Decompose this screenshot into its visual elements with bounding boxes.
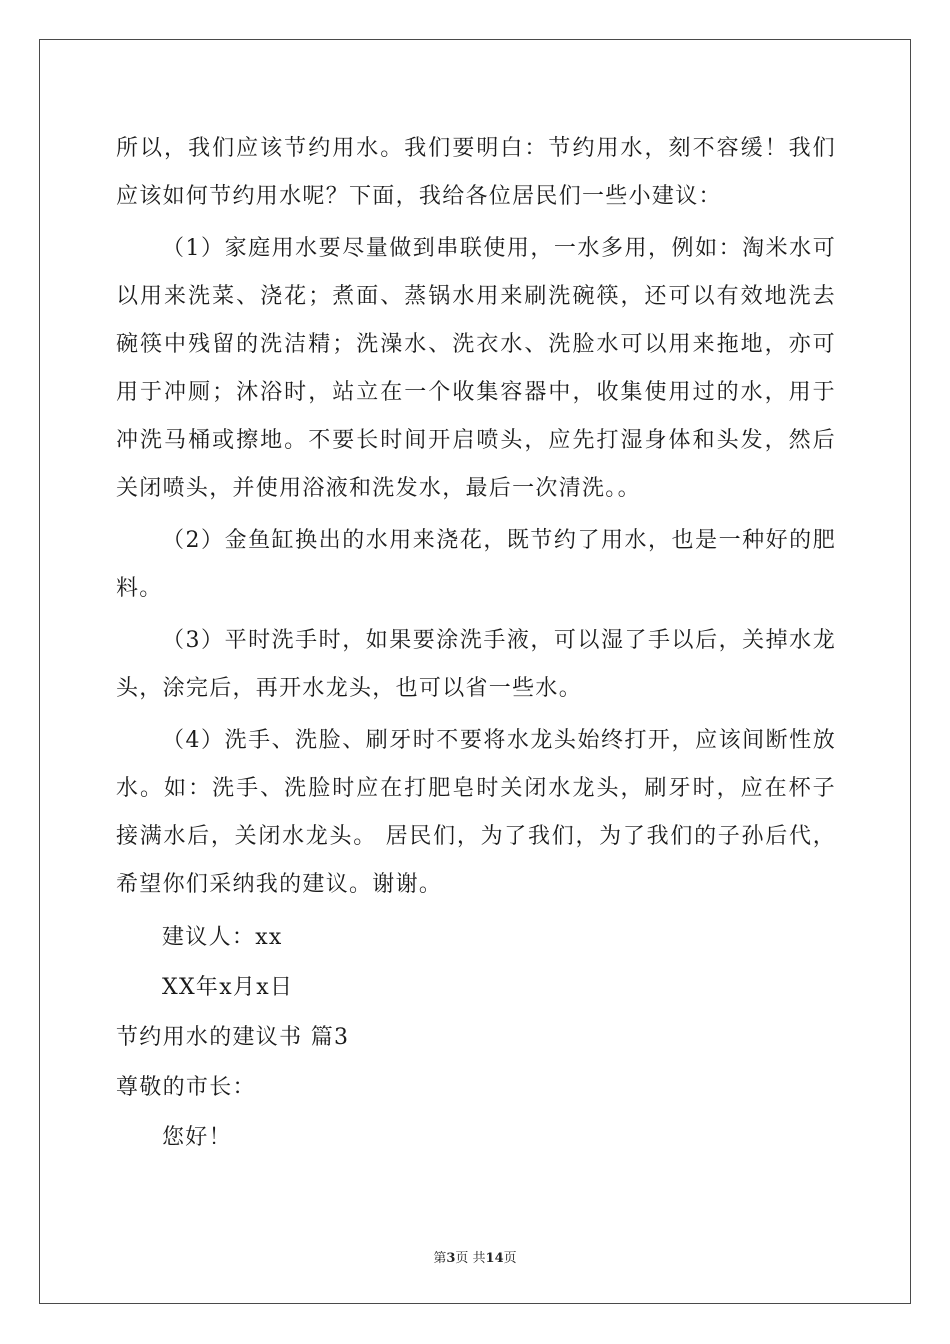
paragraph-suggestion-1: （1）家庭用水要尽量做到串联使用，一水多用，例如：淘米水可以用来洗菜、浇花；煮面、蒸锅水用来刷洗碗筷，还可以有效地洗去碗筷中残留的洗洁精；洗澡水、洗衣水、洗脸水可以用来拖地，亦可用于冲厕；沐浴时，站立在一个收集容器中，收集使用过的水，用于冲洗马桶或擦地。不要长时间开启喷头，应先打湿身体和头发，然后关闭喷头，并使用浴液和洗发水，最后一次清洗。。 bbox=[116, 236, 836, 501]
page-suffix: 页 bbox=[503, 1251, 517, 1266]
date-line: XX年x月x日 bbox=[162, 975, 294, 1000]
page-footer bbox=[0, 1247, 950, 1266]
signer-line: 建议人：xx bbox=[162, 925, 283, 950]
paragraph-suggestion-4: （4）洗手、洗脸、刷牙时不要将水龙头始终打开，应该间断性放水。如：洗手、洗脸时应在打肥皂时关闭水龙头，刷牙时，应在杯子接满水后，关闭水龙头。 居民们，为了我们，为了我们的子孙后代，希望你们采纳我的建议。谢谢。 bbox=[116, 728, 836, 897]
paragraph-intro: 所以，我们应该节约用水。我们要明白：节约用水，刻不容缓！我们应该如何节约用水呢？下面，我给各位居民们一些小建议： bbox=[116, 136, 836, 209]
document-body bbox=[116, 125, 836, 1163]
paragraph-suggestion-3: （3）平时洗手时，如果要涂洗手液，可以湿了手以后，关掉水龙头，涂完后，再开水龙头，也可以省一些水。 bbox=[116, 628, 836, 701]
salutation: 尊敬的市长： bbox=[116, 1075, 256, 1100]
page-current: 3 bbox=[446, 1251, 456, 1266]
page-mid: 页 共 bbox=[455, 1251, 486, 1266]
paragraph-suggestion-2: （2）金鱼缸换出的水用来浇花，既节约了用水，也是一种好的肥料。 bbox=[116, 528, 836, 601]
page-prefix: 第 bbox=[433, 1251, 447, 1266]
page-total: 14 bbox=[485, 1251, 504, 1266]
greeting: 您好！ bbox=[162, 1125, 232, 1150]
section-title: 节约用水的建议书 篇3 bbox=[116, 1025, 350, 1050]
